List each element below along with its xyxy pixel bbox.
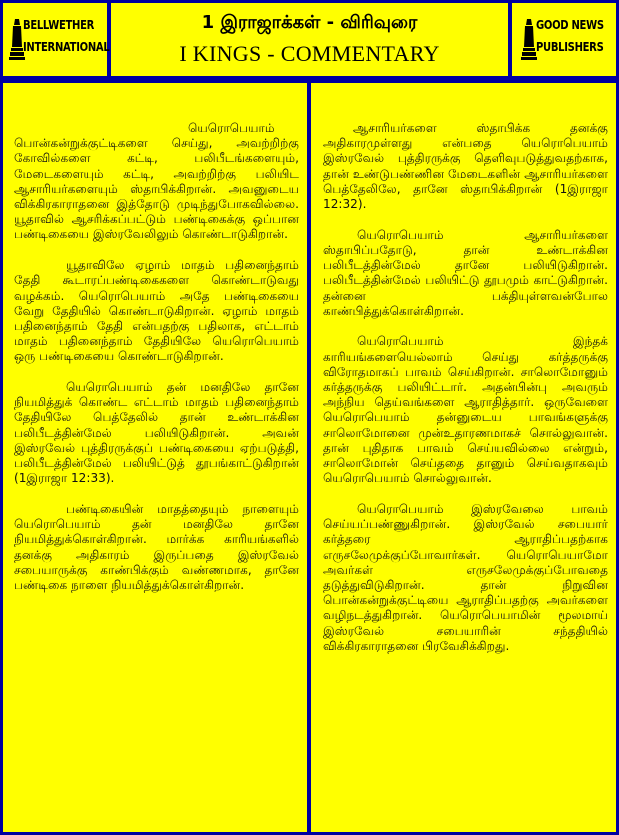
title-box (111, 3, 508, 76)
bellwether-logo (3, 3, 110, 76)
page-title-tamil: 1 இராஜாக்கள் - விரிவுரை (201, 12, 418, 33)
paragraph: யூதாவிலே ஏழாம் மாதம் பதினைந்தாம் தேதி கூடாரப்பண்டிகைகளை கொண்டாடுவது வழக்கம். யெரொபெயாம் அதே பண்டிகையை வேறு தேதியில் கொண்டாடுகிறான். ஏழாம் மாதம் பதினைந்தாம் தேதி என்பதற்கு பதிலாக, எட்டாம் மாதம் பதினைந்தாம் தேதியிலே யெரொபெயாம் ஒரு பண்டிகையை கொண்டாடுகிறான். (14, 258, 299, 364)
paragraph: யெரொபெயாம் தன் மனதிலே தானே நியமித்துக் கொண்ட எட்டாம் மாதம் பதினைந்தாம் தேதியிலே பெத்தேலில் தான் உண்டாக்கின பலிபீடத்தின்மேல் பலியிடுகிறான். அவன் இஸ்ரவேல் புத்திரருக்குப் பண்டிகையை ஏற்படுத்தி, பலிபீடத்தின்மேல் பலியிட்டுத் தூபங்காட்டுகிறான் (1இராஜா 12:33). (14, 380, 299, 486)
logo-text-good-news: GOOD NEWS (536, 19, 604, 33)
left-column (3, 83, 307, 832)
logo-text-international: INTERNATIONAL (23, 41, 110, 55)
paragraph: யெரொபெயாம் இஸ்ரவேலை பாவம் செய்யப்பண்ணுகிறான். இஸ்ரவேல் சபையார் கர்த்தரை ஆராதிப்பதற்காக எருசலேமுக்குப்போவார்கள். யெரொபெயாமோ அவர்கள் எருசலேமுக்குப்போவதை தடுத்துவிடுகிறான். தான் நிறுவின பொன்கன்றுக்குட்டியை ஆராதிப்பதற்கு அவர்களை வழிநடத்துகிறான். யெரொபெயாமின் மூலமாய் இஸ்ரவேல் சபையாரின் சந்ததியில் விக்கிரகாராதனை பிரவேசிக்கிறது. (323, 501, 608, 653)
paragraph: ஆசாரியர்களை ஸ்தாபிக்க தனக்கு அதிகாரமுள்ளது என்பதை யெரொபெயாம் இஸ்ரவேல் புத்திரருக்கு தெளிவுபடுத்துவதற்காக, தான் உண்டுபண்ணின மேடைகளின் ஆசாரியர்களை பெத்தேலிலே, தானே ஸ்தாபிக்கிறான் (1இராஜா 12:32). (323, 121, 608, 212)
page-title-english: I KINGS - COMMENTARY (179, 41, 440, 66)
logo-text-bellwether: BELLWETHER (23, 19, 95, 33)
paragraph: யெரொபெயாம் இந்தக் காரியங்களையெல்லாம் செய்து கர்த்தருக்கு விரோதமாகப் பாவம் செய்கிறான். சாலொமோனும் கர்த்தருக்கு பலியிட்டார். அதன்பின்பு அவரும் அந்நிய தெய்வங்களை ஆராதித்தார். ஒருவேளை யெரொபெயாம் தன்னுடைய பாவங்களுக்கு சாலொமோனை முன்உதாரணமாகச் சொல்லுவான். தான் புதிதாக பாவம் செய்யவில்லை என்றும், சாலொமோன் செய்ததை தானும் செய்வதாகவும் யெரொபெயாம் சொல்லுவான். (323, 334, 608, 486)
right-column (311, 83, 616, 832)
page-header (0, 0, 619, 80)
good-news-logo (512, 3, 616, 76)
paragraph: யெரொபெயாம் ஆசாரியர்களை ஸ்தாபிப்பதோடு, தான் உண்டாக்கின பலிபீடத்தின்மேல் தானே பலியிடுகிறான். பலிபீடத்தின்மேல் பலியிட்டு தூபமும் காட்டுகிறான். தன்னை பக்தியுள்ளவன்போல காண்பித்துக்கொள்கிறான். (323, 227, 608, 318)
good-news-logo-box (512, 3, 616, 76)
bellwether-logo-box (3, 3, 110, 76)
paragraph: பண்டிகையின் மாதத்தையும் நாளையும் யெரொபெயாம் தன் மனதிலே தானே நியமித்துக்கொள்கிறான். மார்க்க காரியங்களில் தனக்கு அதிகாரம் இருப்பதை இஸ்ரவேல் சபையாருக்கு காண்பிக்கும் வண்ணமாக, தானே பண்டிகை நாளை நியமித்துக்கொள்கிறான். (14, 501, 299, 592)
lamp-icon (521, 17, 537, 61)
content-frame (0, 80, 619, 835)
paragraph: யெரொபெயாம் பொன்கன்றுக்குட்டிகளை செய்து, அவற்றிற்கு கோவில்களை கட்டி, பலிபீடங்களையும், மேடைகளையும் கட்டி, அவற்றிற்கு பலியிட ஆசாரியர்களையும் ஸ்தாபிக்கிறான். அவனுடைய விக்கிரகாராதனை இத்தோடு முடிந்துபோகவில்லை. யூதாவில் ஆசரிக்கப்பட்டும் பண்டிகைக்கு ஒப்பான பண்டிகையை இஸ்ரவேலிலும் கொண்டாடுகிறான். (14, 121, 299, 242)
logo-text-publishers: PUBLISHERS (536, 41, 604, 55)
